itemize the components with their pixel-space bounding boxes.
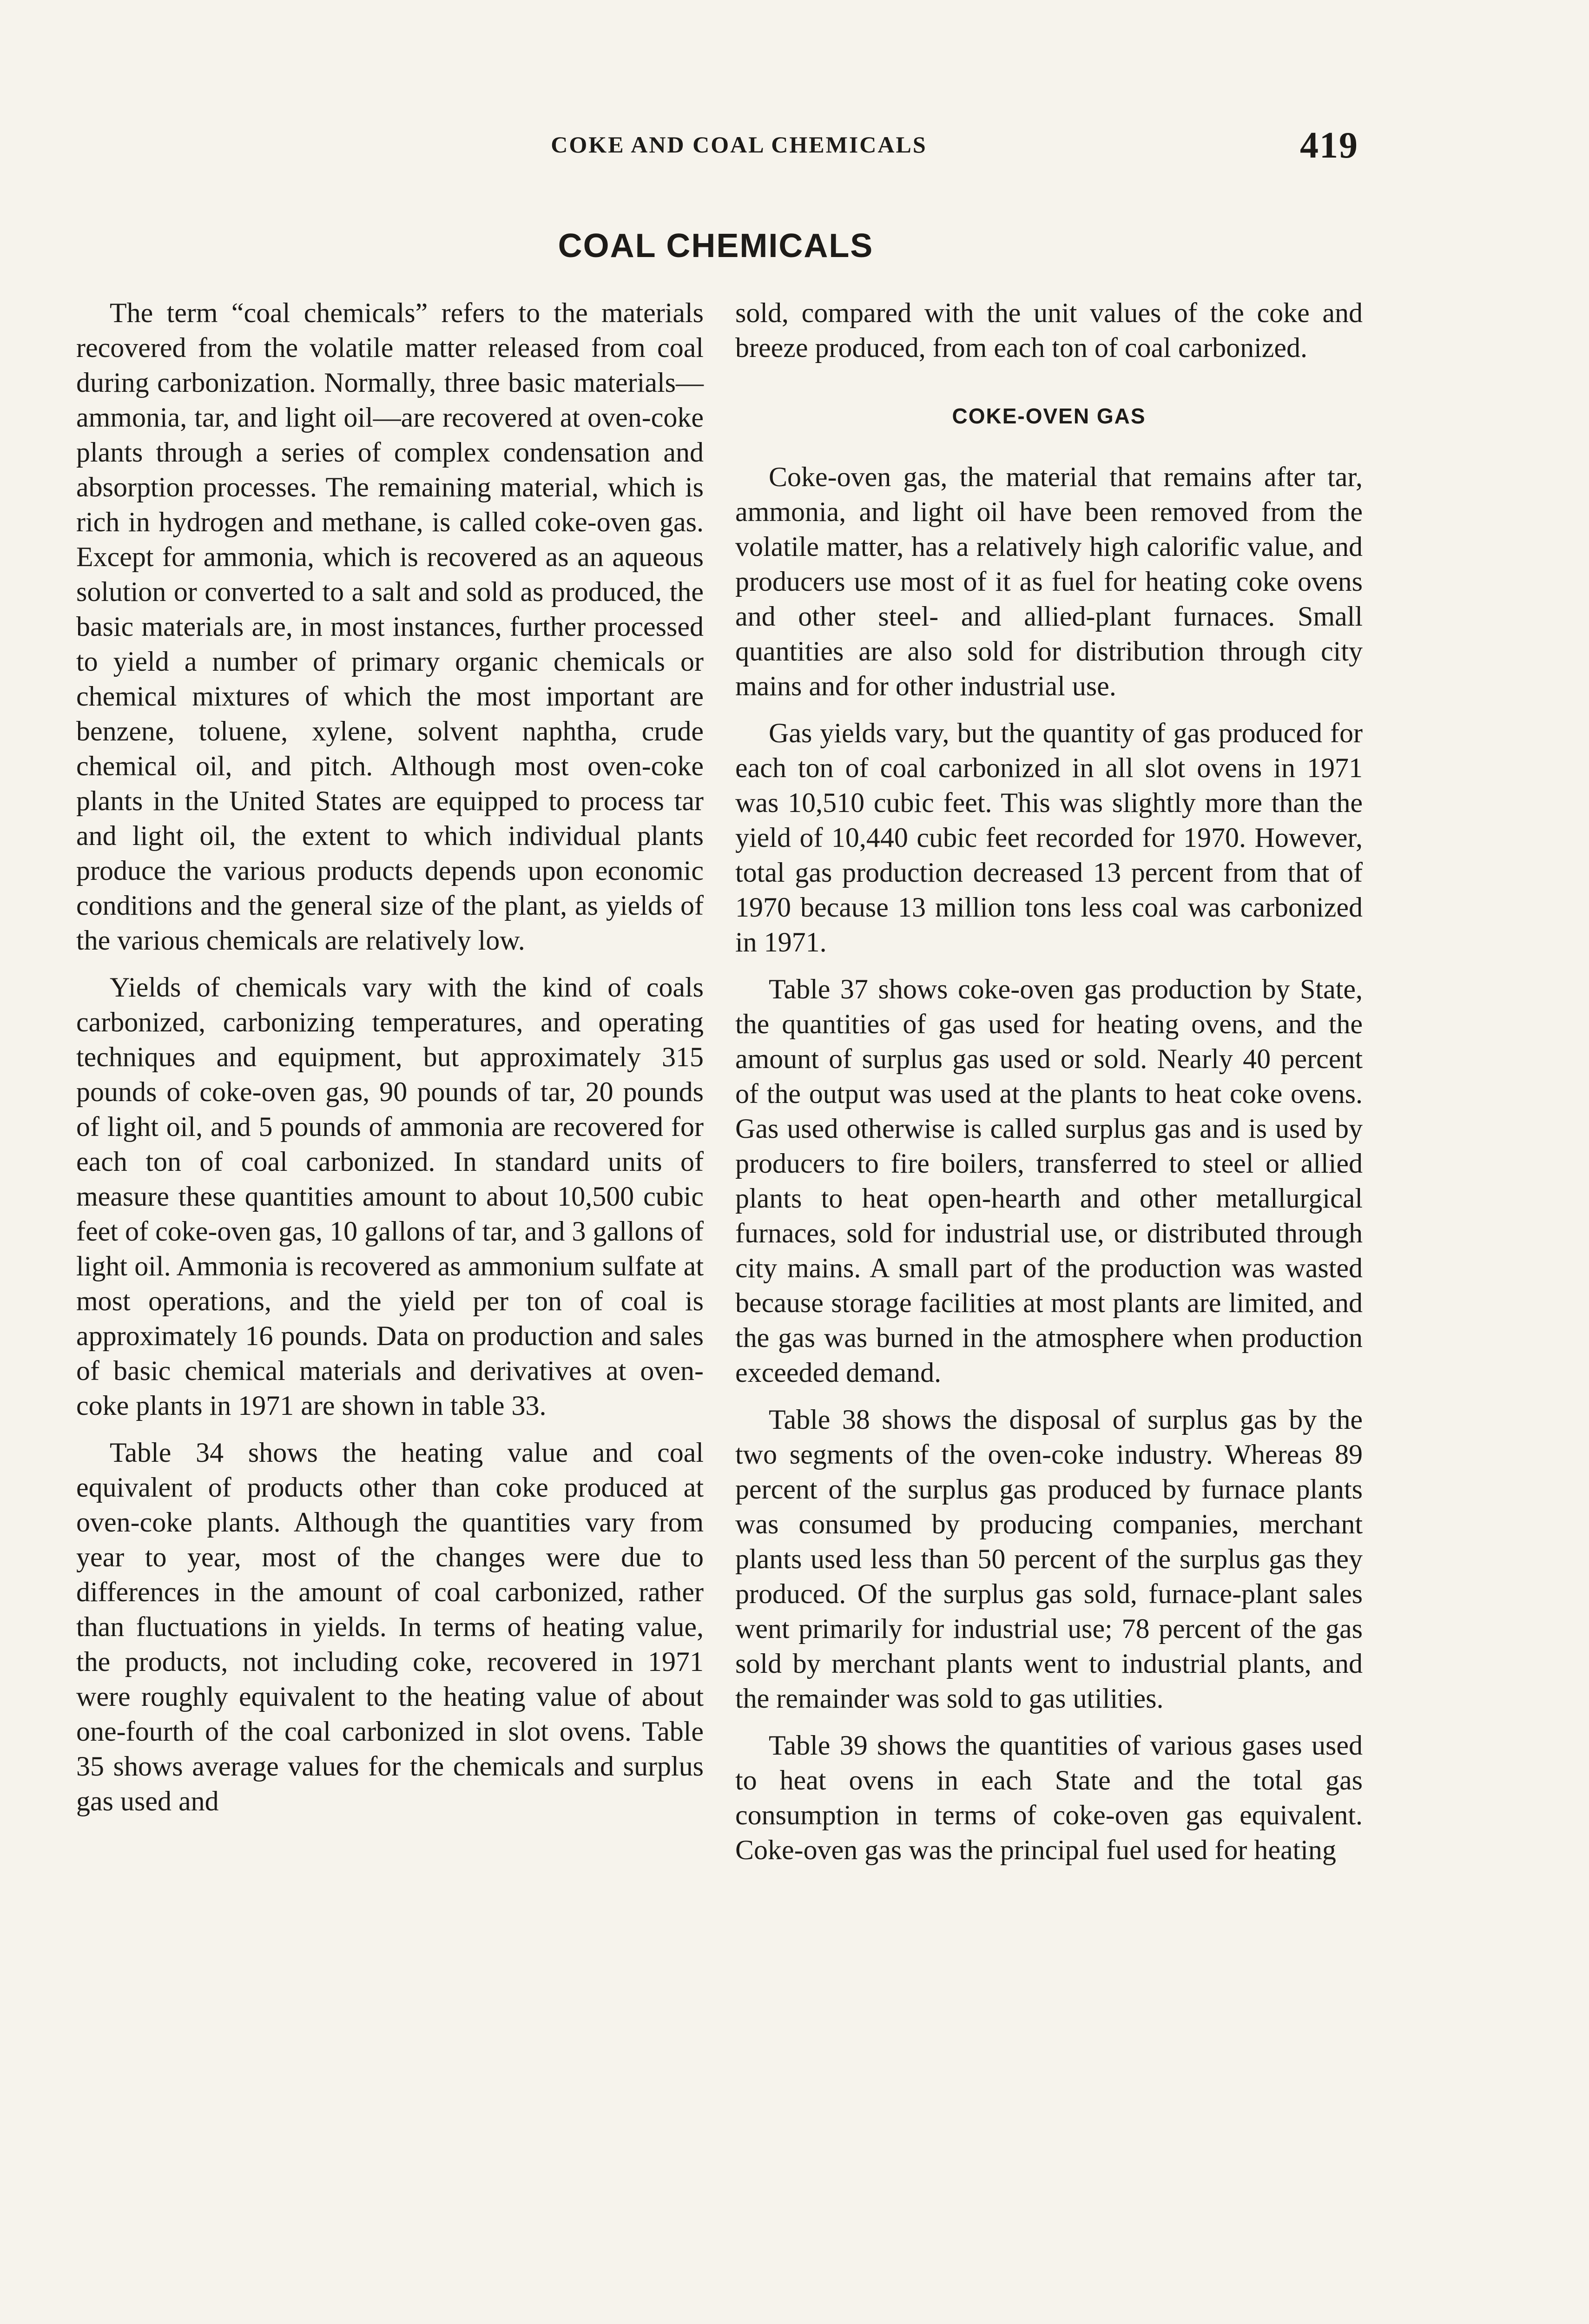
- section-title: COAL CHEMICALS: [558, 227, 874, 264]
- paragraph: Table 38 shows the disposal of surplus gas by the two segments of the oven-coke industry. Whereas 89 percent of the surplus gas produced by furnace plants was consumed by producing companies, merchant plants used less than 50 percent of the surplus gas they produced. Of the surplus gas sold, furnace-plant sales went primarily for industrial use; 78 percent of the gas sold by merchant plants went to industrial plants, and the remainder was sold to gas utilities.: [735, 1404, 1363, 1714]
- paragraph: Yields of chemicals vary with the kind of coals carbonized, carbonizing temperatures, and operating techniques and equipment, but approximately 315 pounds of coke-oven gas, 90 pounds of tar, 20 pounds of light oil, and 5 pounds of ammonia are recovered for each ton of coal carbonized. In standard units of measure these quantities amount to about 10,500 cubic feet of coke-oven gas, 10 gallons of tar, and 3 gallons of light oil. Ammonia is recovered as ammonium sulfate at most operations, and the yield per ton of coal is approximately 16 pounds. Data on production and sales of basic chemical materials and derivatives at oven-coke plants in 1971 are shown in table 33.: [76, 972, 704, 1421]
- page-number: 419: [1300, 125, 1358, 166]
- paragraph: Table 34 shows the heating value and coal equivalent of products other than coke produced at oven-coke plants. Although the quantities vary from year to year, most of the changes were due to differences in the amount of coal carbonized, rather than fluctuations in yields. In terms of heating value, the products, not including coke, recovered in 1971 were roughly equivalent to the heating value of about one-fourth of the coal carbonized in slot ovens. Table 35 shows average values for the chemicals and surplus gas used and: [76, 1437, 704, 1816]
- left-column: [76, 296, 704, 1831]
- paragraph: The term “coal chemicals” refers to the materials recovered from the volatile matter released from coal during carbonization. Normally, three basic materials—ammonia, tar, and light oil—are recovered at oven-coke plants through a series of complex condensation and absorption processes. The remaining material, which is rich in hydrogen and methane, is called coke-oven gas. Except for ammonia, which is recovered as an aqueous solution or converted to a salt and sold as produced, the basic materials are, in most instances, further processed to yield a number of primary organic chemicals or chemical mixtures of which the most important are benzene, toluene, xylene, solvent naphtha, crude chemical oil, and pitch. Although most oven-coke plants in the United States are equipped to process tar and light oil, the extent to which individual plants produce the various products depends upon economic conditions and the general size of the plant, as yields of the various chemicals are relatively low.: [76, 297, 704, 956]
- paragraph: Coke-oven gas, the material that remains after tar, ammonia, and light oil have been removed from the volatile matter, has a relatively high calorific value, and producers use most of it as fuel for heating coke ovens and other steel- and allied-plant furnaces. Small quantities are also sold for distribution through city mains and for other industrial use.: [735, 462, 1363, 701]
- subheading: COKE-OVEN GAS: [952, 404, 1146, 428]
- right-column: [735, 296, 1363, 1880]
- running-head: COKE AND COAL CHEMICALS: [551, 132, 927, 158]
- paragraph: Table 39 shows the quantities of various gases used to heat ovens in each State and the total gas consumption in terms of coke-oven gas equivalent. Coke-oven gas was the principal fuel used for heating: [735, 1730, 1363, 1865]
- paragraph: Table 37 shows coke-oven gas production by State, the quantities of gas used for heating ovens, and the amount of surplus gas used or sold. Nearly 40 percent of the output was used at the plants to heat coke ovens. Gas used otherwise is called surplus gas and is used by producers to fire boilers, transferred to steel or allied plants to heat open-hearth and other metallurgical furnaces, sold for industrial use, or distributed through city mains. A small part of the production was wasted because storage facilities at most plants are limited, and the gas was burned in the atmosphere when production exceeded demand.: [735, 974, 1363, 1388]
- paragraph-continuation: sold, compared with the unit values of the coke and breeze produced, from each ton of coal carbonized.: [735, 297, 1363, 363]
- paragraph: Gas yields vary, but the quantity of gas produced for each ton of coal carbonized in all slot ovens in 1971 was 10,510 cubic feet. This was slightly more than the yield of 10,440 cubic feet recorded for 1970. However, total gas production decreased 13 percent from that of 1970 because 13 million tons less coal was carbonized in 1971.: [735, 718, 1363, 957]
